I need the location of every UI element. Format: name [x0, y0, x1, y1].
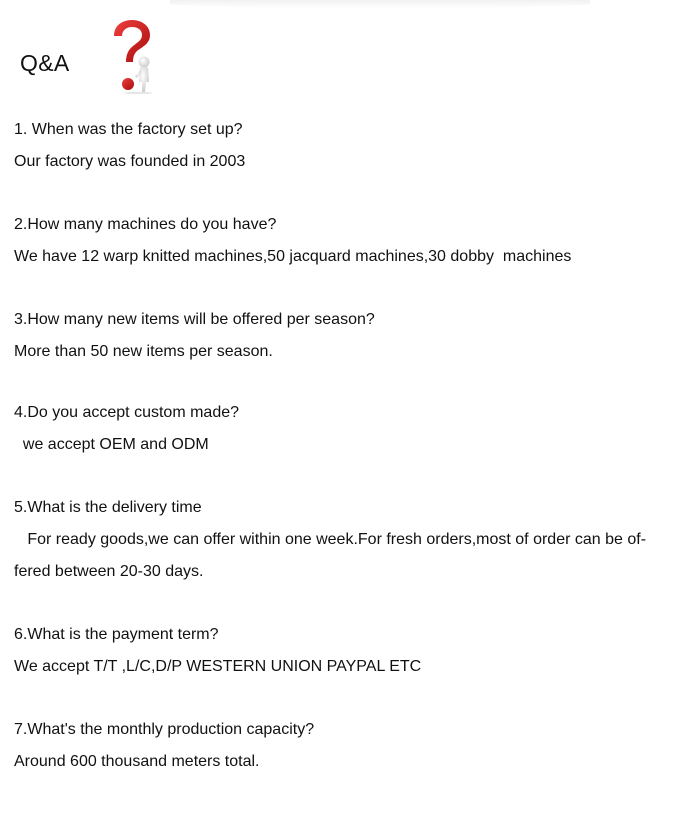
qa-item-1 [14, 120, 245, 172]
qa-item-3 [14, 310, 375, 362]
question-text: 2.How many machines do you have? [14, 216, 277, 233]
question-text: 6.What is the payment term? [14, 626, 219, 643]
page-title: Q&A [20, 50, 70, 76]
qa-header [20, 18, 320, 98]
answer-text: We have 12 warp knitted machines,50 jacquard machines,30 dobby machines [14, 248, 572, 265]
question-text: 1. When was the factory set up? [14, 121, 243, 138]
qa-item-4 [14, 403, 239, 455]
qa-item-5 [14, 498, 674, 588]
answer-text: More than 50 new items per season. [14, 343, 273, 360]
answer-text: We accept T/T ,L/C,D/P WESTERN UNION PAYPAL ETC [14, 658, 422, 675]
answer-text: we accept OEM and ODM [14, 436, 209, 453]
answer-text-continued: fered between 20-30 days. [14, 563, 204, 580]
qa-item-6 [14, 625, 421, 677]
answer-text: Around 600 thousand meters total. [14, 753, 260, 770]
question-text: 7.What's the monthly production capacity? [14, 721, 315, 738]
qa-item-2 [14, 215, 571, 267]
answer-text: For ready goods,we can offer within one week.For fresh orders,most of order can be of- [14, 531, 647, 548]
question-text: 4.Do you accept custom made? [14, 404, 240, 421]
qa-item-7 [14, 720, 314, 772]
top-decorative-shadow [170, 0, 590, 8]
question-text: 5.What is the delivery time [14, 499, 202, 516]
question-mark-figure-icon [106, 18, 158, 94]
answer-text: Our factory was founded in 2003 [14, 153, 246, 170]
question-text: 3.How many new items will be offered per season? [14, 311, 375, 328]
